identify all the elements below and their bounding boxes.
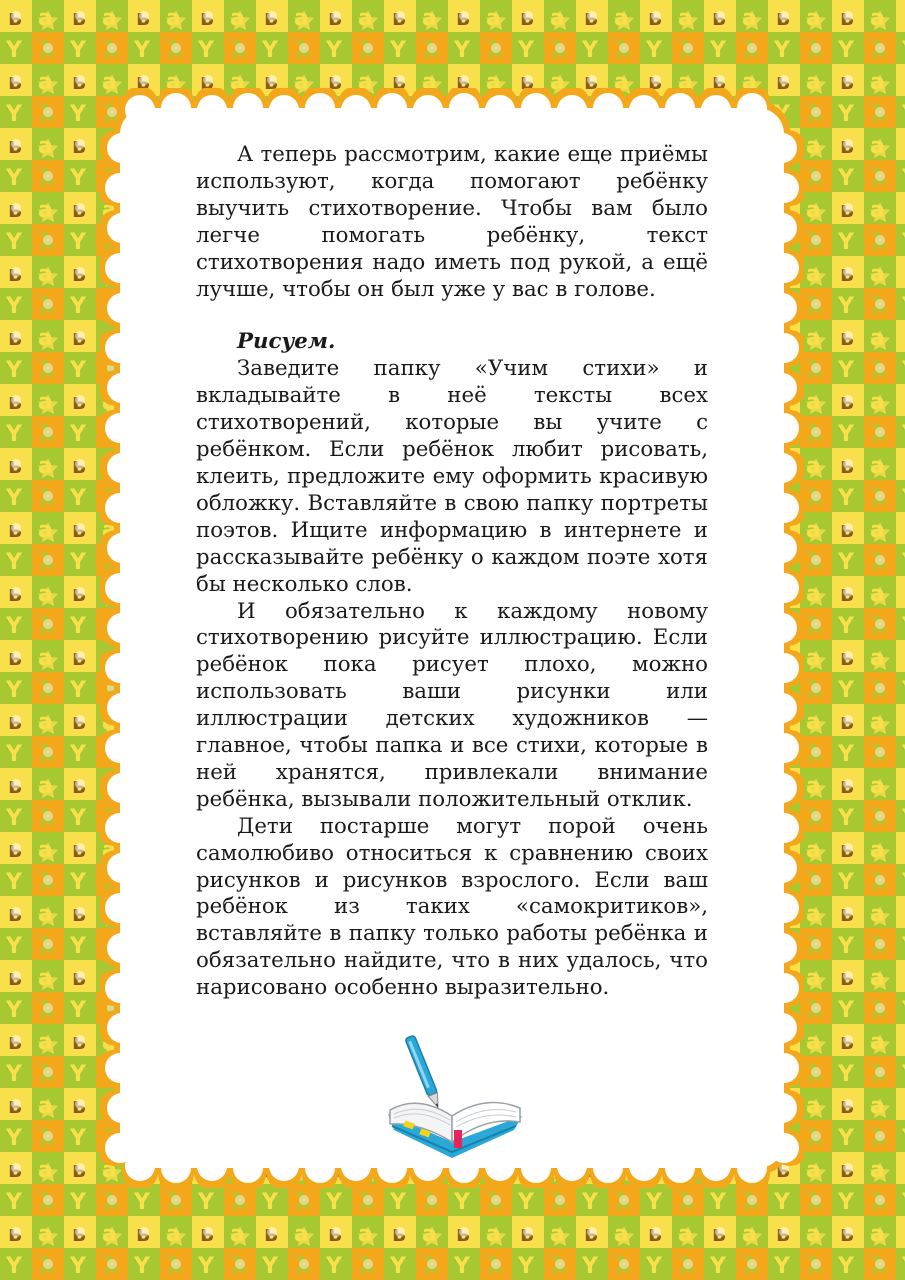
- article-text: [196, 142, 708, 1002]
- section-heading: Рисуем.: [237, 329, 336, 355]
- body-paragraph: И обязательно к каждому новому стихотворению рисуйте иллюстрацию. Если ребёнок пока рисует плохо, можно использовать ваши рисунки или иллюстрации детских художников — главное, чтобы папка и все стихи, которые в ней хранятся, привлекали внимание ребёнка, вызывали положительный отклик.: [196, 598, 708, 812]
- paragraph-spacer: [196, 303, 708, 329]
- body-paragraph: Дети постарше могут порой очень самолюбиво относиться к сравнению своих рисунков и рисунков взрослого. Если ваш ребёнок из таких «самокритиков», вставляйте в папку только работы ребёнка и обязательно найдите, что в них удалось, что нарисовано особенно выразительно.: [196, 813, 708, 1001]
- body-paragraph: Заведите папку «Учим стихи» и вкладывайте в неё тексты всех стихотворений, которые вы учите с ребёнком. Если ребёнок любит рисовать, клеить, предложите ему оформить красивую обложку. Вставляйте в свою папку портреты поэтов. Ищите информацию в интернете и рассказывайте ребёнку о каждом поэте хотя бы несколько слов.: [196, 356, 708, 597]
- open-book-with-pen-icon: [382, 1030, 526, 1166]
- intro-paragraph: А теперь рассмотрим, какие еще приёмы используют, когда помогают ребёнку выучить стихотворение. Чтобы вам было легче помогать ребёнку, текст стихотворения надо иметь под рукой, а ещё лучше, чтобы он был уже у вас в голове.: [196, 142, 708, 302]
